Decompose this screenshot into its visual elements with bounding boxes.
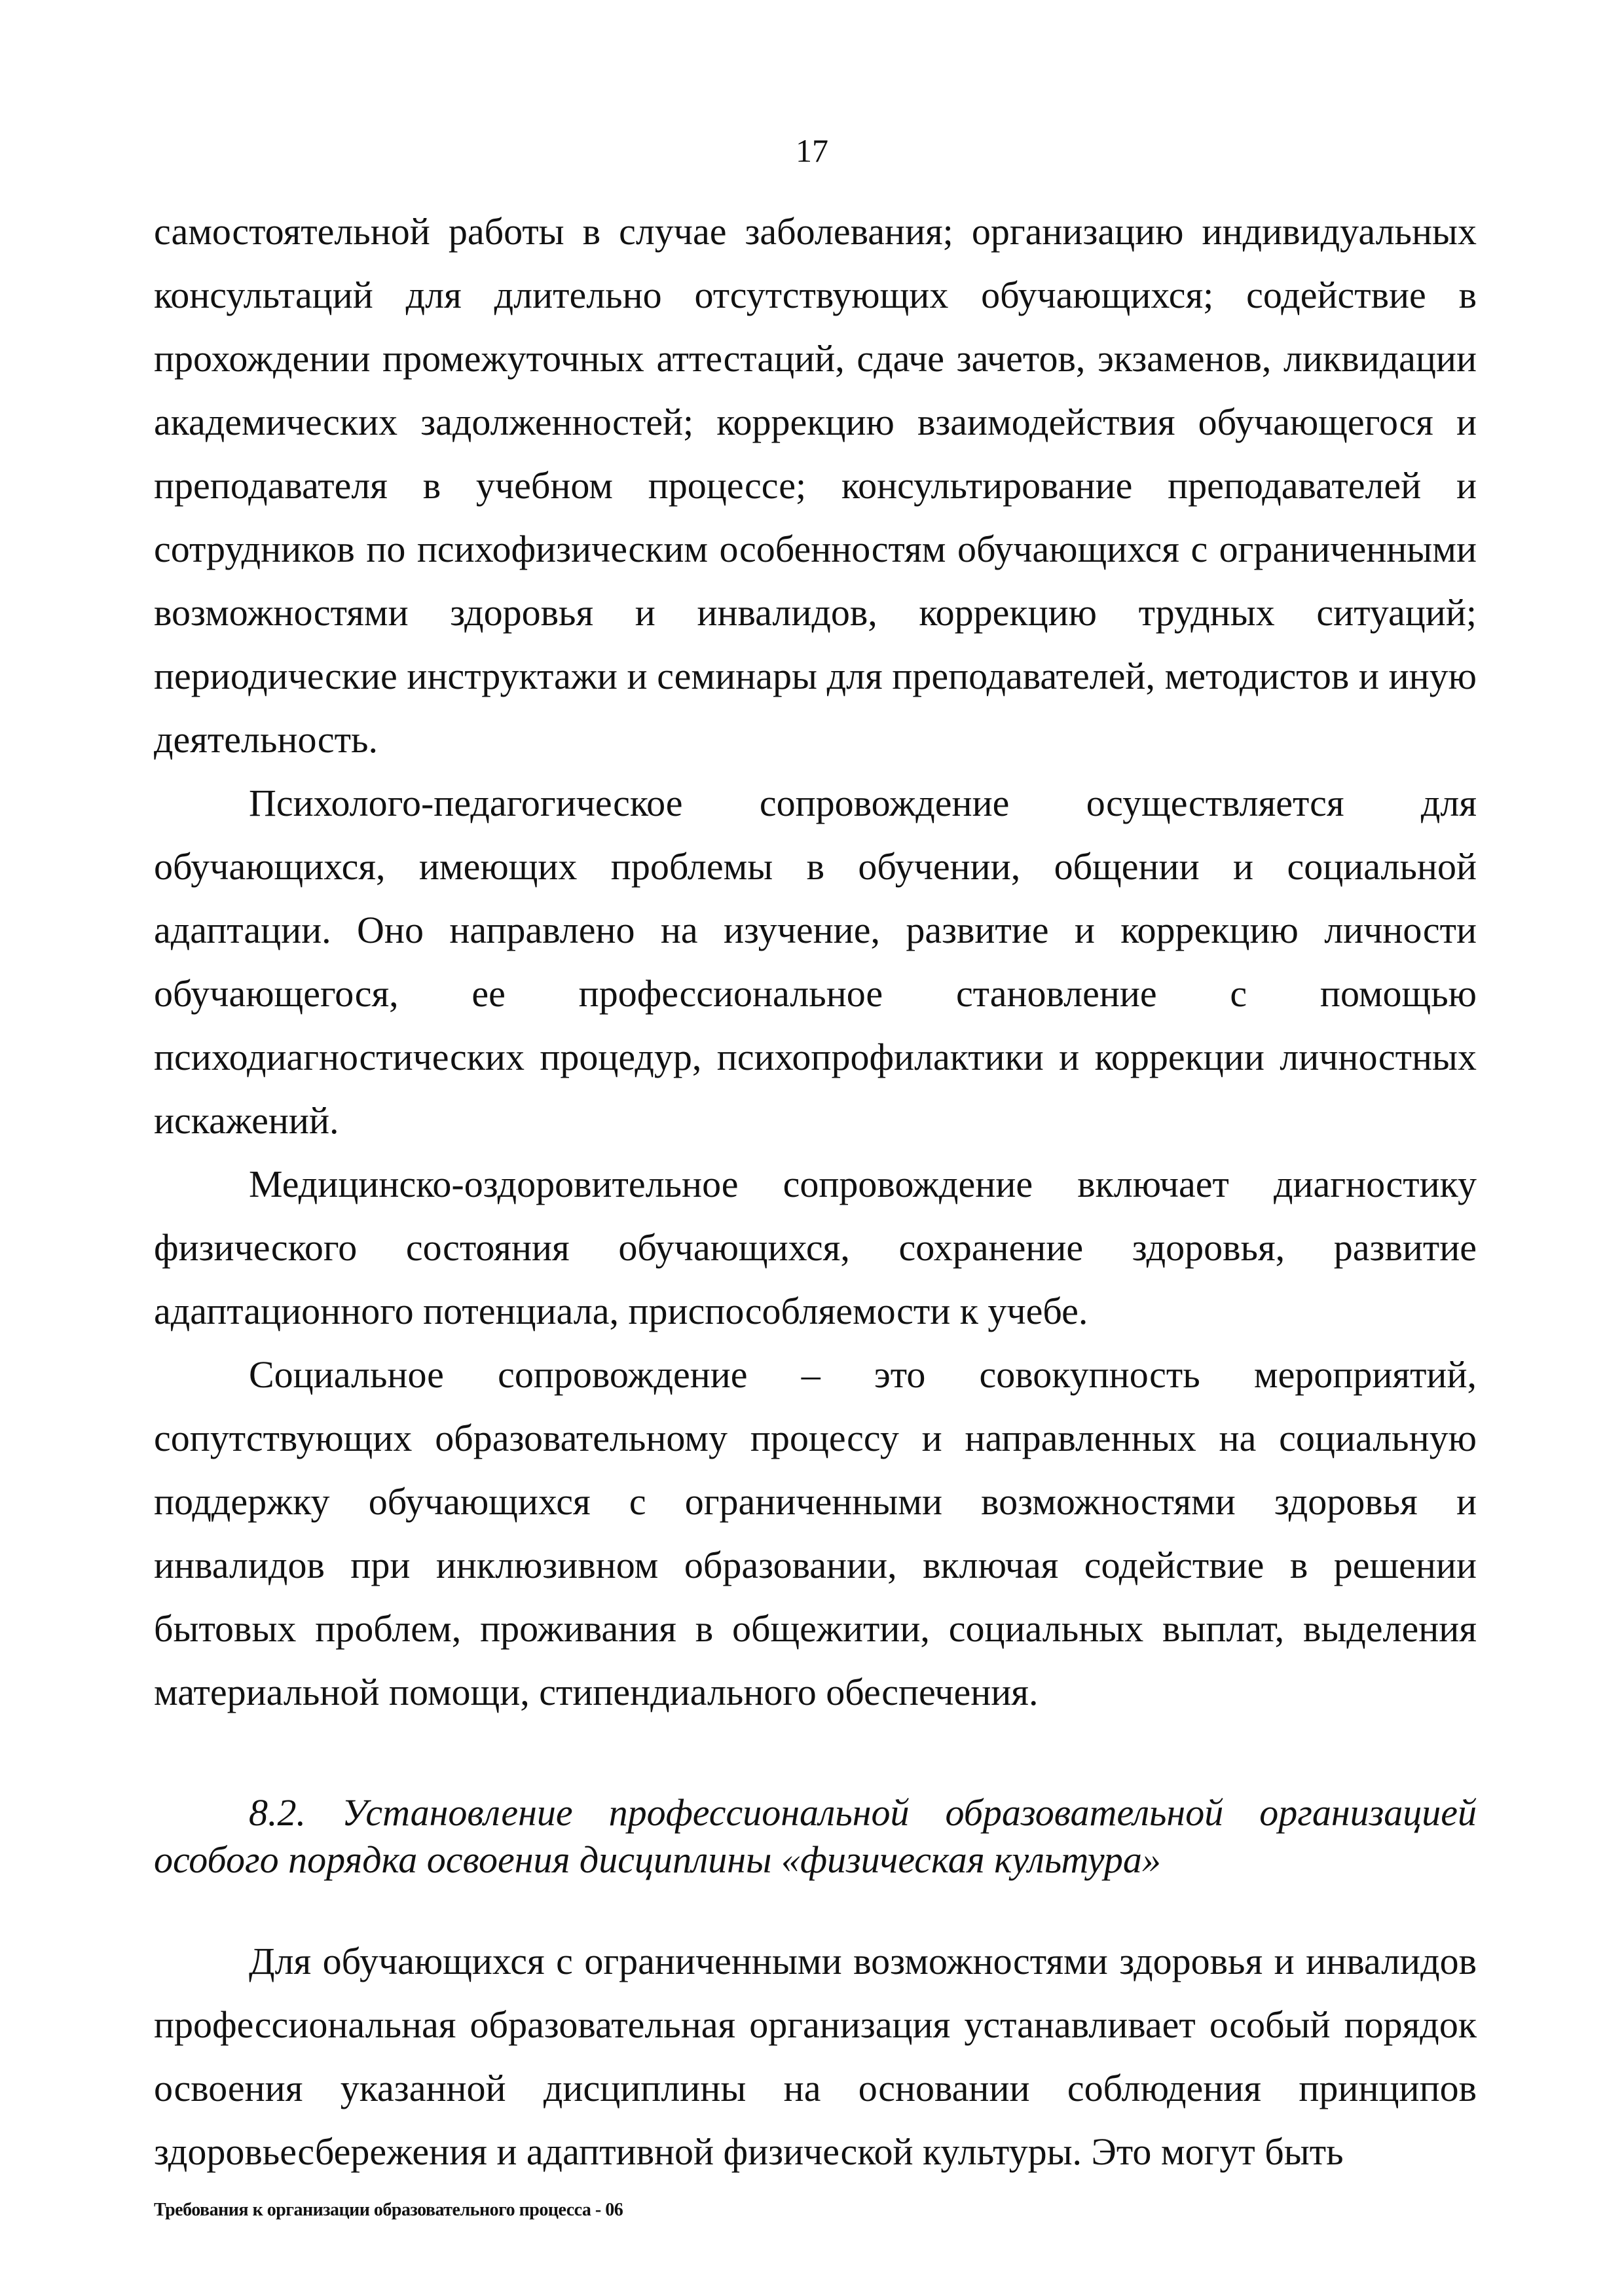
page-number: 17: [796, 132, 828, 169]
paragraph-section-body: Для обучающихся с ограниченными возможностями здоровья и инвалидов профессиональная образовательная организация устанавливает особый порядок освоения указанной дисциплины на основании соблюдения принципов здоровьесбережения и адаптивной физической культуры. Это могут быть: [154, 1940, 1477, 2173]
paragraph-continuation: самостоятельной работы в случае заболевания; организацию индивидуальных консультаций для длительно отсутствующих обучающихся; содействие в прохождении промежуточных аттестаций, сдаче зачетов, экзаменов, ликвидации академических задолженностей; коррекцию взаимодействия обучающегося и преподавателя в учебном процессе; консультирование преподавателей и сотрудников по психофизическим особенностям обучающихся с ограниченными возможностями здоровья и инвалидов, коррекцию трудных ситуаций; периодические инструктажи и семинары для преподавателей, методистов и иную деятельность.: [154, 210, 1477, 761]
section-heading: 8.2. Установление профессиональной образовательной организацией особого порядка освоения дисциплины «физическая культура»: [154, 1791, 1477, 1881]
document-body: [154, 200, 1477, 2183]
paragraph-medical-support: Медицинско-оздоровительное сопровождение включает диагностику физического состояния обучающихся, сохранение здоровья, развитие адаптационного потенциала, приспособляемости к учебе.: [154, 1163, 1477, 1332]
page-footer: Требования к организации образовательного процесса - 06: [154, 2200, 623, 2220]
paragraph-social-support: Социальное сопровождение – это совокупность мероприятий, сопутствующих образовательному процессу и направленных на социальную поддержку обучающихся с ограниченными возможностями здоровья и инвалидов при инклюзивном образовании, включая содействие в решении бытовых проблем, проживания в общежитии, социальных выплат, выделения материальной помощи, стипендиального обеспечения.: [154, 1353, 1477, 1713]
paragraph-psych-support: Психолого-педагогическое сопровождение осуществляется для обучающихся, имеющих проблемы в обучении, общении и социальной адаптации. Оно направлено на изучение, развитие и коррекцию личности обучающегося, ее профессиональное становление с помощью психодиагностических процедур, психопрофилактики и коррекции личностных искажений.: [154, 782, 1477, 1142]
